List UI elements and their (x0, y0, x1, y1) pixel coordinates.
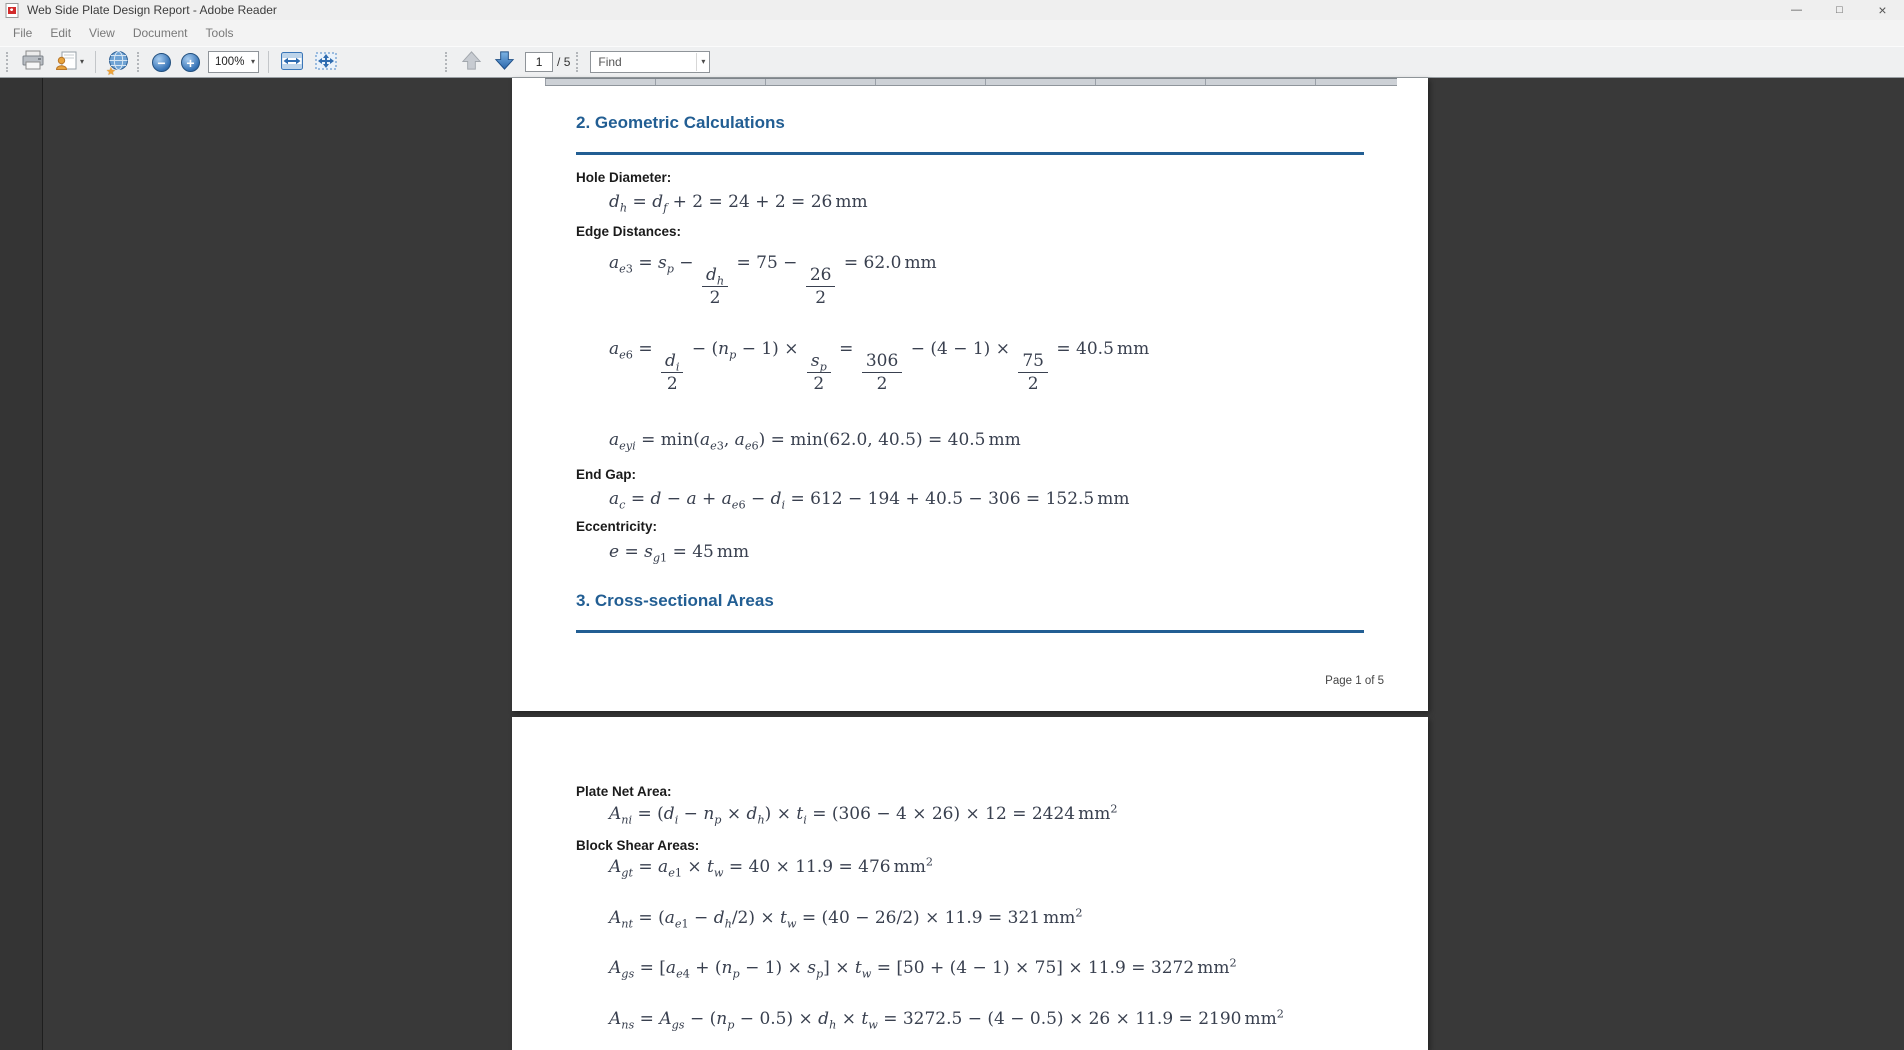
page-footer: Page 1 of 5 (1325, 675, 1384, 687)
body-label: Hole Diameter: (576, 170, 672, 185)
math-formula: $A_{ns} = A_{gs} - (n_p - 0.5) \times d_h \times t_w = 3272.5 - (4 - 0.5) \times 26 \times 11.9 = 2190$ $mm^2$ (609, 1007, 1284, 1032)
body-label: Edge Distances: (576, 224, 682, 239)
math-formula: $a_{e3} = s_p$ − $\frac{d_h}{2}$ = 75 − $\frac{26}{2}$ = 62.0 mm (609, 253, 937, 308)
chevron-down-icon: ▾ (80, 57, 85, 66)
zoom-out-icon: − (152, 53, 171, 72)
document-pane[interactable] (0, 78, 1904, 1050)
math-formula: $A_{gt} = a_{e1} \times t_w = 40 \times 11.9 = 476$ $mm^2$ (609, 855, 934, 880)
fit-page-icon (314, 51, 338, 74)
minimize-button[interactable]: — (1791, 4, 1802, 16)
pdf-app-icon (5, 3, 20, 18)
chevron-down-icon[interactable]: ▾ (696, 53, 709, 71)
find-box[interactable] (590, 51, 710, 73)
table-bottom-sliver (545, 78, 1397, 86)
menu-file[interactable]: File (13, 26, 33, 40)
window-controls (1775, 0, 1904, 20)
section-rule (576, 152, 1364, 155)
printer-icon (21, 50, 45, 74)
find-input[interactable] (591, 55, 696, 69)
pdf-page-2 (512, 717, 1428, 1050)
menu-edit[interactable]: Edit (50, 26, 72, 40)
math-formula: $e = s_{g1} = 45$ mm (609, 542, 750, 565)
star-icon: ★ (106, 65, 116, 78)
next-page-button[interactable] (489, 49, 520, 75)
toolbar-grip (445, 52, 450, 72)
math-formula: $A_{gs} = [a_{e4} + (n_p - 1) \times s_p] \times t_w = [50 + (4 - 1) \times 75] \times 11.9 = 3272$ $mm^2$ (609, 956, 1237, 981)
toolbar-separator (268, 51, 269, 73)
page-number-input[interactable] (525, 52, 553, 72)
pdf-page-1 (512, 78, 1428, 711)
section-heading: 2. Geometric Calculations (576, 113, 785, 132)
toolbar-grip (137, 52, 142, 72)
body-label: Plate Net Area: (576, 784, 672, 799)
page-count-label: / 5 (557, 55, 571, 69)
zoom-in-button[interactable] (177, 49, 204, 75)
section-heading: 3. Cross-sectional Areas (576, 591, 774, 610)
collaborate-icon (55, 51, 78, 74)
section-rule (576, 630, 1364, 633)
body-label: End Gap: (576, 467, 636, 482)
menu-document[interactable]: Document (132, 26, 188, 40)
math-formula: $d_h = d_f + 2 = 24 + 2 = 26$ mm (609, 192, 868, 215)
close-button[interactable]: × (1878, 2, 1887, 18)
zoom-in-icon: + (181, 53, 200, 72)
fit-page-button[interactable] (310, 49, 342, 75)
maximize-button[interactable]: □ (1836, 4, 1843, 16)
zoom-out-button[interactable] (148, 49, 175, 75)
toolbar-grip (6, 52, 11, 72)
fit-width-icon (280, 51, 304, 74)
title-bar (0, 0, 1904, 21)
math-formula: $a_c = d - a + a_{e6} - d_i = 612 - 194 + 40.5 - 306 = 152.5$ mm (609, 489, 1130, 512)
chevron-down-icon: ▾ (251, 57, 256, 66)
body-label: Eccentricity: (576, 519, 658, 534)
toolbar-grip (576, 52, 581, 72)
math-formula: $A_{nt} = (a_{e1} - d_h/2) \times t_w = (40 - 26/2) \times 11.9 = 321$ $mm^2$ (609, 906, 1083, 931)
menu-view[interactable]: View (89, 26, 115, 40)
math-formula: $A_{ni} = (d_i - n_p \times d_h) \times t_i = (306 - 4 \times 26) \times 12 = 2424$ $mm^2$ (609, 802, 1118, 827)
math-formula: $a_{eyi} = \min(a_{e3}$, $a_{e6}) = \min(62.0$, 40.5) = 40.5 mm (609, 430, 1021, 453)
menu-tools[interactable]: Tools (205, 26, 234, 40)
print-button[interactable] (17, 49, 49, 75)
toolbar (0, 46, 1904, 78)
globe-star-icon (106, 50, 130, 78)
math-formula: $a_{e6}$ = $\frac{d_i}{2}$ − $(n_p - 1)$ × $\frac{s_p}{2}$ = $\frac{306}{2}$ − (4 − 1) × $\frac{75}{2}$ = 40.5 mm (609, 339, 1150, 394)
share-review-button[interactable] (51, 49, 88, 75)
previous-page-button[interactable] (456, 49, 487, 75)
body-label: Block Shear Areas: (576, 838, 700, 853)
fit-width-button[interactable] (276, 49, 308, 75)
zoom-level-value: 100% (215, 56, 245, 68)
online-services-button[interactable] (103, 49, 134, 78)
window-title: Web Side Plate Design Report - Adobe Reader (27, 3, 277, 17)
up-arrow-icon (460, 49, 483, 75)
toolbar-separator (95, 51, 96, 73)
navigation-pane-strip[interactable] (0, 78, 43, 1050)
down-arrow-icon (493, 49, 516, 75)
menu-bar (0, 20, 1904, 46)
zoom-level-select[interactable] (208, 51, 259, 73)
